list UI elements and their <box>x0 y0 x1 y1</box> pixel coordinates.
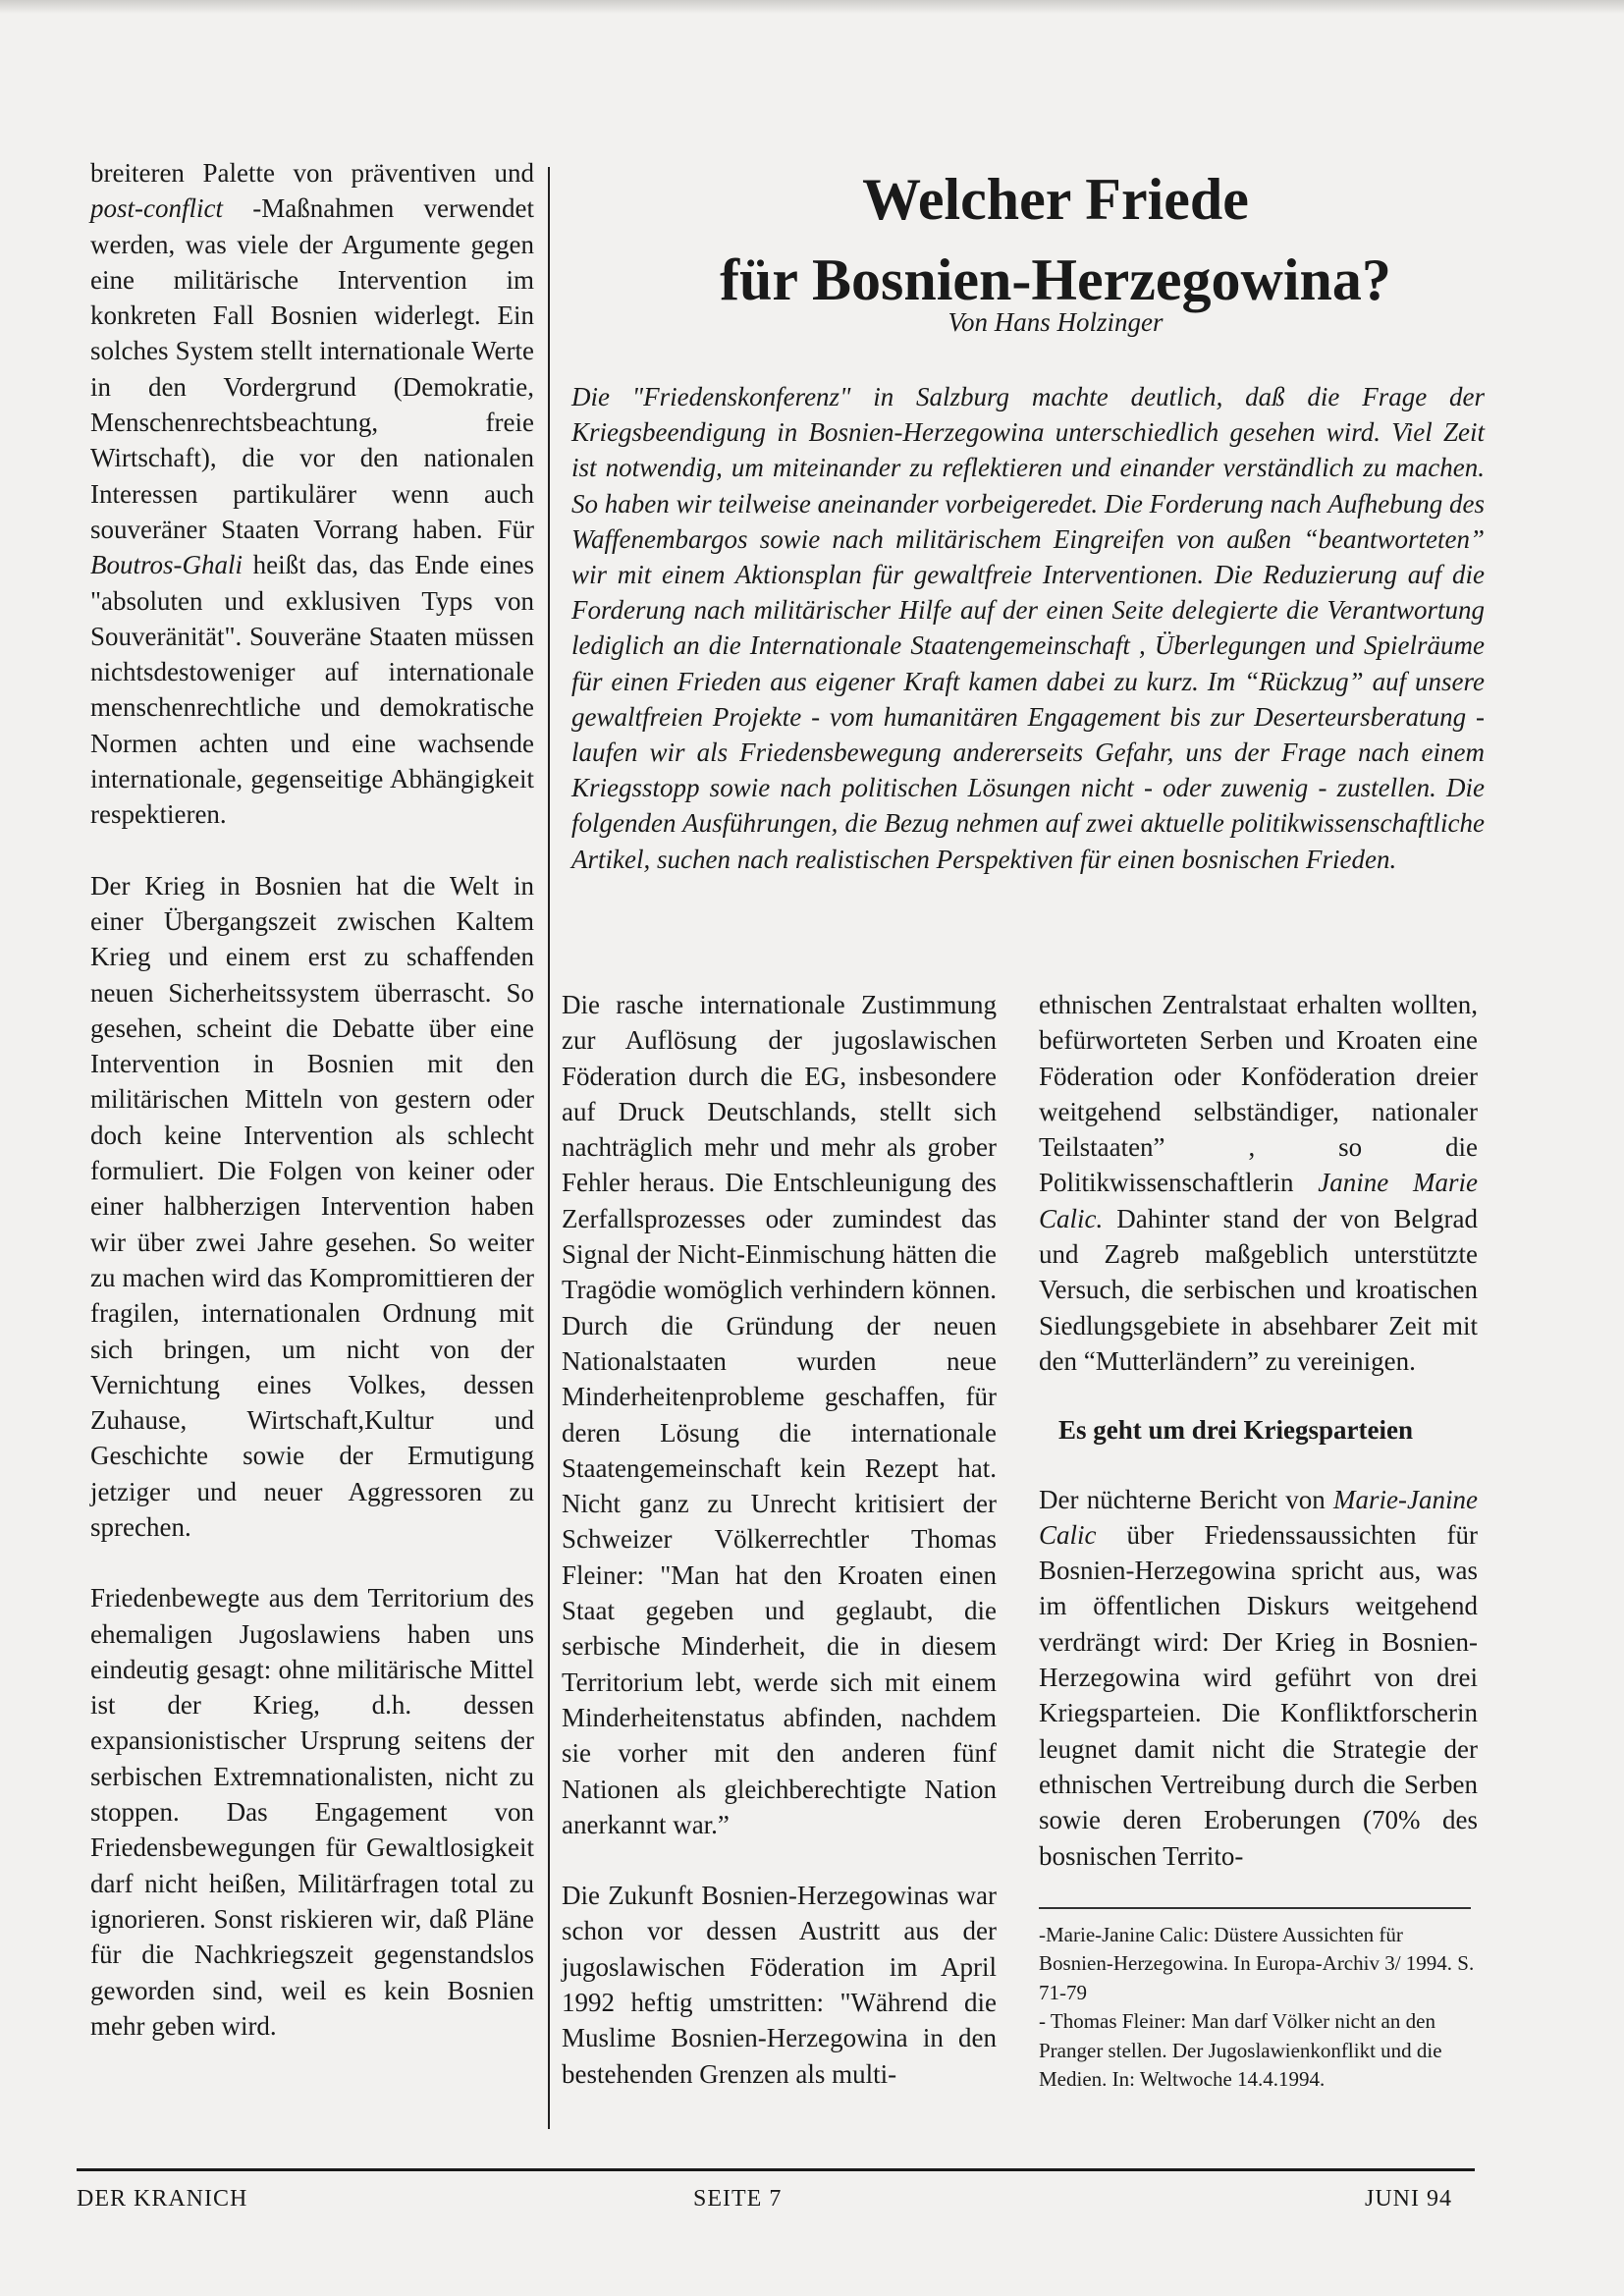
footer-page-number: SEITE 7 <box>693 2186 783 2212</box>
left-column <box>90 155 534 2079</box>
section-heading: Es geht um drei Kriegsparteien <box>1058 1415 1413 1446</box>
left-paragraph-1: breiteren Palette von präventiven und post-conflict -Maßnahmen verwendet werden, was viele der Argumente gegen eine militärische Intervention im konkreten Fall Bosnien widerlegt. Ein solches System stellt internationale Werte in den Vordergrund (Demokratie, Menschenrechtsbeachtung, freie Wirtschaft), die vor den nationalen Interessen partikulärer wenn auch souveräner Staaten Vorrang haben. Für Boutros-Ghali heißt das, das Ende eines "absoluten und exklusiven Typs von Souveränität". Souveräne Staaten müssen nichtsdestoweniger auf internationale menschenrechtliche und demokratische Normen achten und eine wachsende internationale, gegenseitige Abhängigkeit respektieren. <box>90 158 534 830</box>
footnote-calic: -Marie-Janine Calic: Düstere Aussichten für Bosnien-Herzegowina. In Europa-Archiv 3/ 1994. S. 71-79 <box>1039 1922 1475 2004</box>
right-paragraph-1: ethnischen Zentralstaat erhalten wollten, befürworteten Serben und Kroaten eine Föderation oder Konföderation dreier weitgehend selbständiger, nationaler Teilstaaten” , so die Politikwissenschaftlerin Janine Marie Calic. Dahinter stand der von Belgrad und Zagreb maßgeblich unterstützte Versuch, die serbischen und kroatischen Siedlungsgebiete in absehbarer Zeit mit den “Mutterländern” zu vereinigen. <box>1039 990 1479 1376</box>
footnotes <box>1039 1921 1478 2095</box>
right-paragraph-2: Der nüchterne Bericht von Marie-Janine Calic über Friedenssaussichten für Bosnien-Herzegowina spricht aus, was im öffentlichen Diskurs weitgehend verdrängt wird: Der Krieg in Bosnien-Herzegowina wird geführt von drei Kriegsparteien. Die Konfliktforscherin leugnet damit nicht die Strategie der ethnischen Vertreibung durch die Serben sowie deren Eroberungen (70% des bosnischen Territo- <box>1039 1484 1478 1871</box>
middle-paragraph-2: Die Zukunft Bosnien-Herzegowinas war schon vor dessen Austritt aus der jugoslawischen Föderation im April 1992 heftig umstritten: "Während die Muslime Bosnien-Herzegowina in den bestehenden Grenzen als multi- <box>562 1881 997 2089</box>
emphasis-post-conflict: post-conflict <box>90 193 223 224</box>
emphasis-calic: Janine Marie Calic. <box>1039 1168 1479 1233</box>
article-intro: Die "Friedenskonferenz" in Salzburg machte deutlich, daß die Frage der Kriegsbeendigung in Bosnien-Herzegowina unterschiedlich gesehen wird. Viel Zeit ist notwendig, um miteinander zu reflektieren und einander verständlich zu machen. So haben wir teilweise aneinander vorbeigeredet. Die Forderung nach Aufhebung des Waffenembargos sowie nach militärischem Eingreifen von außen “beantworteten” wir mit einem Aktionsplan für gewaltfreie Interventionen. Die Reduzierung auf die Forderung nach militärischer Hilfe auf der einen Seite delegierte die Verantwortung lediglich an die Internationale Staatengemeinschaft , Überlegungen und Spielräume für einen Frieden aus eigener Kraft kamen dabei zu kurz. Im “Rückzug” auf unsere gewaltfreien Projekte - vom humanitären Engagement bis zur Deserteursberatung - laufen wir als Friedensbewegung andererseits Gefahr, uns der Frage nach einem Kriegsstopp sowie nach politischen Lösungen nicht - oder zuwenig - zustellen. Die folgenden Ausführungen, die Bezug nehmen auf zwei aktuelle politikwissenschaftliche Artikel, suchen nach realistischen Perspektiven für einen bosnischen Frieden. <box>571 382 1485 874</box>
left-paragraph-2: Der Krieg in Bosnien hat die Welt in einer Übergangszeit zwischen Kaltem Krieg und einem erst zu schaffenden neuen Sicherheitssystem überrascht. So gesehen, scheint die Debatte über eine Intervention in Bosnien mit den militärischen Mitteln von gestern oder doch keine Intervention als schlecht formuliert. Die Folgen von keiner oder einer halbherzigen Intervention haben wir über zwei Jahre gesehen. So weiter zu machen wird das Kompromittieren der fragilen, internationalen Ordnung mit sich bringen, um nicht von der Vernichtung eines Volkes, dessen Zuhause, Wirtschaft,Kultur und Geschichte sowie der Ermutigung jetziger und neuer Aggressoren zu sprechen. <box>90 870 534 1542</box>
footnote-fleiner: - Thomas Fleiner: Man darf Völker nicht an den Pranger stellen. Der Jugoslawienkonflikt und die Medien. In: Weltwoche 14.4.1994. <box>1039 2009 1442 2092</box>
emphasis-boutros-ghali: Boutros-Ghali <box>90 550 243 580</box>
middle-column <box>562 987 997 2127</box>
left-paragraph-3: Friedenbewegte aus dem Territorium des ehemaligen Jugoslawiens haben uns eindeutig gesagt: ohne militärische Mittel ist der Krieg, d.h. dessen expansionistischer Ursprung seitens der serbischen Extremnationalisten, nicht zu stoppen. Das Engagement von Friedensbewegungen für Gewaltlosigkeit darf nicht heißen, Militärfragen total zu ignorieren. Sonst riskieren wir, daß Pläne für die Nachkriegszeit gegenstandslos geworden sind, weil es kein Bosnien mehr geben wird. <box>90 1583 534 2041</box>
right-column <box>1039 987 1478 2095</box>
footer-divider <box>77 2168 1475 2171</box>
footer-publication: DER KRANICH <box>77 2186 248 2212</box>
page-top-edge <box>0 0 1624 14</box>
footnote-divider <box>1039 1907 1471 1909</box>
footer-date: JUNI 94 <box>1365 2186 1452 2212</box>
column-divider <box>548 167 550 2129</box>
article-byline: Von Hans Holzinger <box>947 307 1164 337</box>
middle-paragraph-1: Die rasche internationale Zustimmung zur Auflösung der jugoslawischen Föderation durch die EG, insbesondere auf Druck Deutschlands, stellt sich nachträglich mehr und mehr als grober Fehler heraus. Die Entschleunigung des Zerfallsprozesses oder zumindest das Signal der Nicht-Einmischung hätten die Tragödie womöglich verhindern können. Durch die Gründung der neuen Nationalstaaten wurden neue Minderheitenprobleme geschaffen, für deren Lösung die internationale Staatengemeinschaft kein Rezept hat. Nicht ganz zu Unrecht kritisiert der Schweizer Völkerrechtler Thomas Fleiner: "Man hat den Kroaten einen Staat gegeben und geglaubt, die serbische Minderheit, die in diesem Territorium lebt, werde sich mit einem Minderheitenstatus abfinden, nachdem sie vorher mit den anderen fünf Nationen als gleichberechtigte Nation anerkannt war.” <box>562 990 997 1839</box>
emphasis-marie-janine-calic: Marie-Janine Calic <box>1039 1484 1478 1550</box>
article-title: Welcher Friede für Bosnien-Herzegowina? <box>720 167 1391 312</box>
